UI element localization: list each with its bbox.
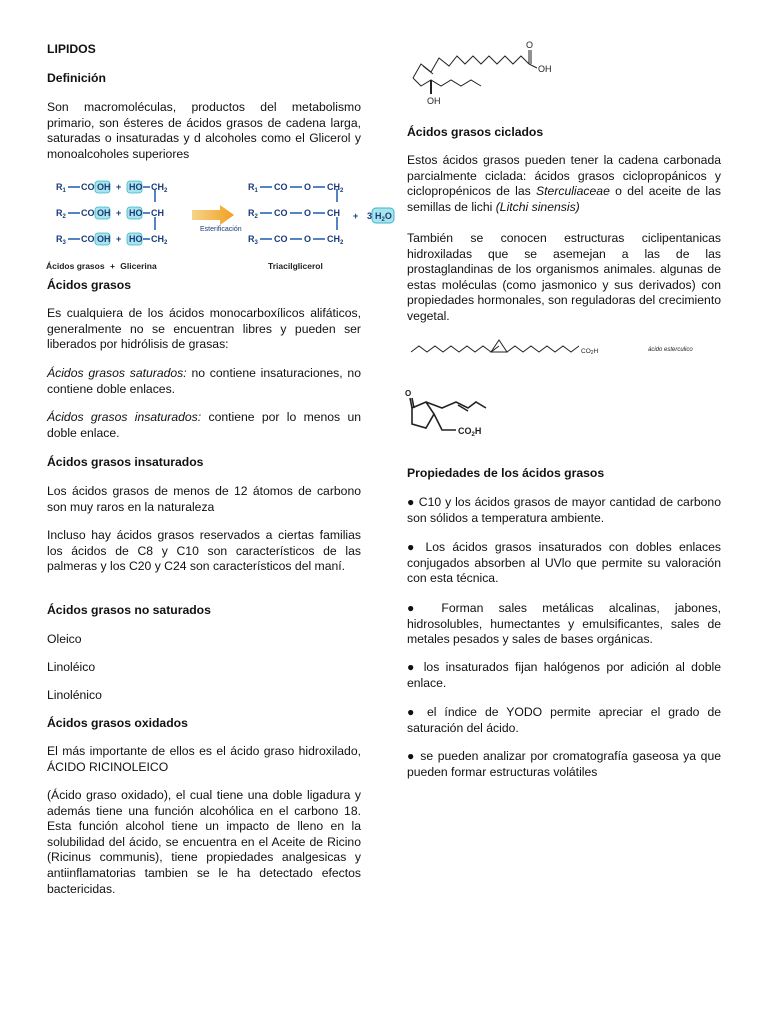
acid-oh: OH: [97, 208, 111, 218]
prop-3: ● Forman sales metálicas alcalinas, jabones, hidrosolubles, humectantes y emulsificantes, sales de metales pesados y sales de bases orgánicas.: [407, 601, 721, 647]
product-o: O: [304, 182, 312, 192]
nosat-heading: Ácidos grasos no saturados: [47, 603, 211, 617]
glycerol-ho: HO: [129, 182, 143, 192]
definicion-text: Son macromoléculas, productos del metabolismo primario, son ésteres de ácidos grasos de cadena larga, saturadas o insaturadas y d alcoholes como el Glicerol y monoalcoholes superiores: [47, 100, 361, 161]
linolenico: Linolénico: [47, 688, 102, 702]
glycerol-ch: $CH_2$: [151, 234, 168, 246]
label-acidos: Ácidos grasos: [46, 261, 105, 271]
ciclados-p2: También se conocen estructuras ciclipentanicas hidroxiladas que se asemejan a las de las prostaglandinas de los organismos animales. algunas de estas moléculas (como jasmonico y sus derivados) con propiedades hormonales, son reguladoras del crecimiento vegetal.: [407, 231, 721, 323]
linoleico: Linoléico: [47, 660, 96, 674]
prop-4: ● los insaturados fijan halógenos por adición al doble enlace.: [407, 660, 721, 690]
glycerol-ho: HO: [129, 234, 143, 244]
label-triacilglicerol: Triacilglicerol: [268, 261, 323, 271]
insat-p2: Incluso hay ácidos grasos reservados a ciertas familias los ácidos de C8 y C10 son característicos de las palmeras y los C20 y C24 son característicos del maní.: [47, 528, 361, 574]
plus: +: [116, 208, 122, 218]
ricinoleic-acid-structure: [405, 38, 575, 110]
definicion-heading: Definición: [47, 71, 106, 85]
prop-6: ● se pueden analizar por cromatografía gaseosa ya que pueden formar estructuras volátiles: [407, 749, 721, 779]
label-glicerina: Glicerina: [120, 261, 157, 271]
product-co: CO: [274, 182, 288, 192]
acid-oh: OH: [97, 234, 111, 244]
acid-oh: OH: [97, 182, 111, 192]
oxidados-p2: (Ácido graso oxidado), el cual tiene una doble ligadura y además tiene una función alcohólica en el carbono 18. Esta función alcohol tiene un impacto de lleno en la solubilidad del ácido, se encuentra en el Aceite de Ricino (Ricinus communis), tiene propiedades analgesicas y antiinflamatorias tambien se le ha detectado efectos bactericidas.: [47, 788, 361, 896]
plus: +: [116, 234, 122, 244]
sterculic-acid-structure: [407, 334, 717, 364]
glycerol-ho: HO: [129, 208, 143, 218]
acidos-grasos-text: Es cualquiera de los ácidos monocarboxílicos alifáticos, generalmente no se encuentran libres y pueden ser liberados por hidrólisis de grasas:: [47, 306, 361, 352]
saturados-paragraph: Ácidos grasos saturados: no contiene insaturaciones, no contiene doble enlaces.: [47, 366, 361, 396]
insaturados-paragraph: Ácidos grasos insaturados: contiene por lo menos un doble enlace.: [47, 410, 362, 440]
insat-heading: Ácidos grasos insaturados: [47, 455, 204, 469]
svg-text:O: O: [405, 389, 412, 398]
product-ch: $CH_2$: [327, 234, 344, 246]
oleico: Oleico: [47, 632, 82, 646]
prop-heading: Propiedades de los ácidos grasos: [407, 466, 605, 480]
product-r: $R_1$: [248, 182, 258, 194]
product-co: CO: [274, 234, 288, 244]
product-o: O: [304, 234, 312, 244]
product-ch: $CH_2$: [327, 182, 344, 194]
oxidados-p1: El más importante de ellos es el ácido graso hidroxilado, ÁCIDO RICINOLEICO: [47, 744, 361, 774]
svg-text:ácido esterculico: ácido esterculico: [648, 347, 693, 353]
product-ch: CH: [327, 208, 340, 218]
svg-text:Ácidos grasos + Glicer: Ácidos grasos + Glicerina: [46, 261, 157, 271]
prop-2: ● Los ácidos grasos insaturados con dobles enlaces conjugados absorben al UVlo que permite su valoración con esta técnica.: [407, 540, 721, 586]
svg-text:CO2H: $CO_2H$: [458, 426, 482, 438]
arrow-label: Esterificación: [200, 226, 242, 233]
plus: +: [116, 182, 122, 192]
acidos-grasos-heading: Ácidos grasos: [47, 278, 131, 292]
svg-text:OH: OH: [538, 64, 552, 74]
r-group: $R_2$: [56, 208, 66, 220]
oxidados-heading: Ácidos grasos oxidados: [47, 716, 188, 730]
product-o: O: [304, 208, 312, 218]
reaction-arrow-icon: [192, 205, 234, 225]
r-group: $R_3$: [56, 234, 66, 246]
document-title: LIPIDOS: [47, 42, 96, 56]
glycerol-ch: CH: [151, 208, 164, 218]
acid-co: CO: [81, 234, 95, 244]
prop-1: ● C10 y los ácidos grasos de mayor cantidad de carbono son sólidos a temperatura ambiente.: [407, 495, 721, 525]
ciclados-heading: Ácidos grasos ciclados: [407, 125, 544, 139]
svg-text:H2O: $H_2O$: [375, 211, 392, 223]
svg-text:CO2H: CO2H: [581, 348, 599, 356]
product-r: $R_2$: [248, 208, 258, 220]
svg-text:OH: OH: [427, 96, 441, 106]
product-r: $R_3$: [248, 234, 258, 246]
acid-co: CO: [81, 208, 95, 218]
prop-5: ● el índice de YODO permite apreciar el grado de saturación del ácido.: [407, 705, 721, 735]
plus-water: +: [353, 211, 359, 221]
product-co: CO: [274, 208, 288, 218]
water-coef: 3: [367, 211, 373, 221]
esterification-diagram: [40, 172, 400, 272]
ciclados-p1: Estos ácidos grasos pueden tener la cadena carbonada parcialmente ciclada: ácidos grasos ciclopropánicos y ciclopropénicos de las Sterculiaceae o del aceite de las semillas de lichi (Litchi sinensis): [407, 153, 721, 214]
svg-text:O: O: [526, 40, 534, 50]
r-group: $R_1$: [56, 182, 66, 194]
insat-p1: Los ácidos grasos de menos de 12 átomos de carbono son muy raros en la naturaleza: [47, 484, 361, 514]
acid-co: CO: [81, 182, 95, 192]
glycerol-ch: $CH_2$: [151, 182, 168, 194]
jasmonic-acid-structure: [402, 386, 512, 456]
